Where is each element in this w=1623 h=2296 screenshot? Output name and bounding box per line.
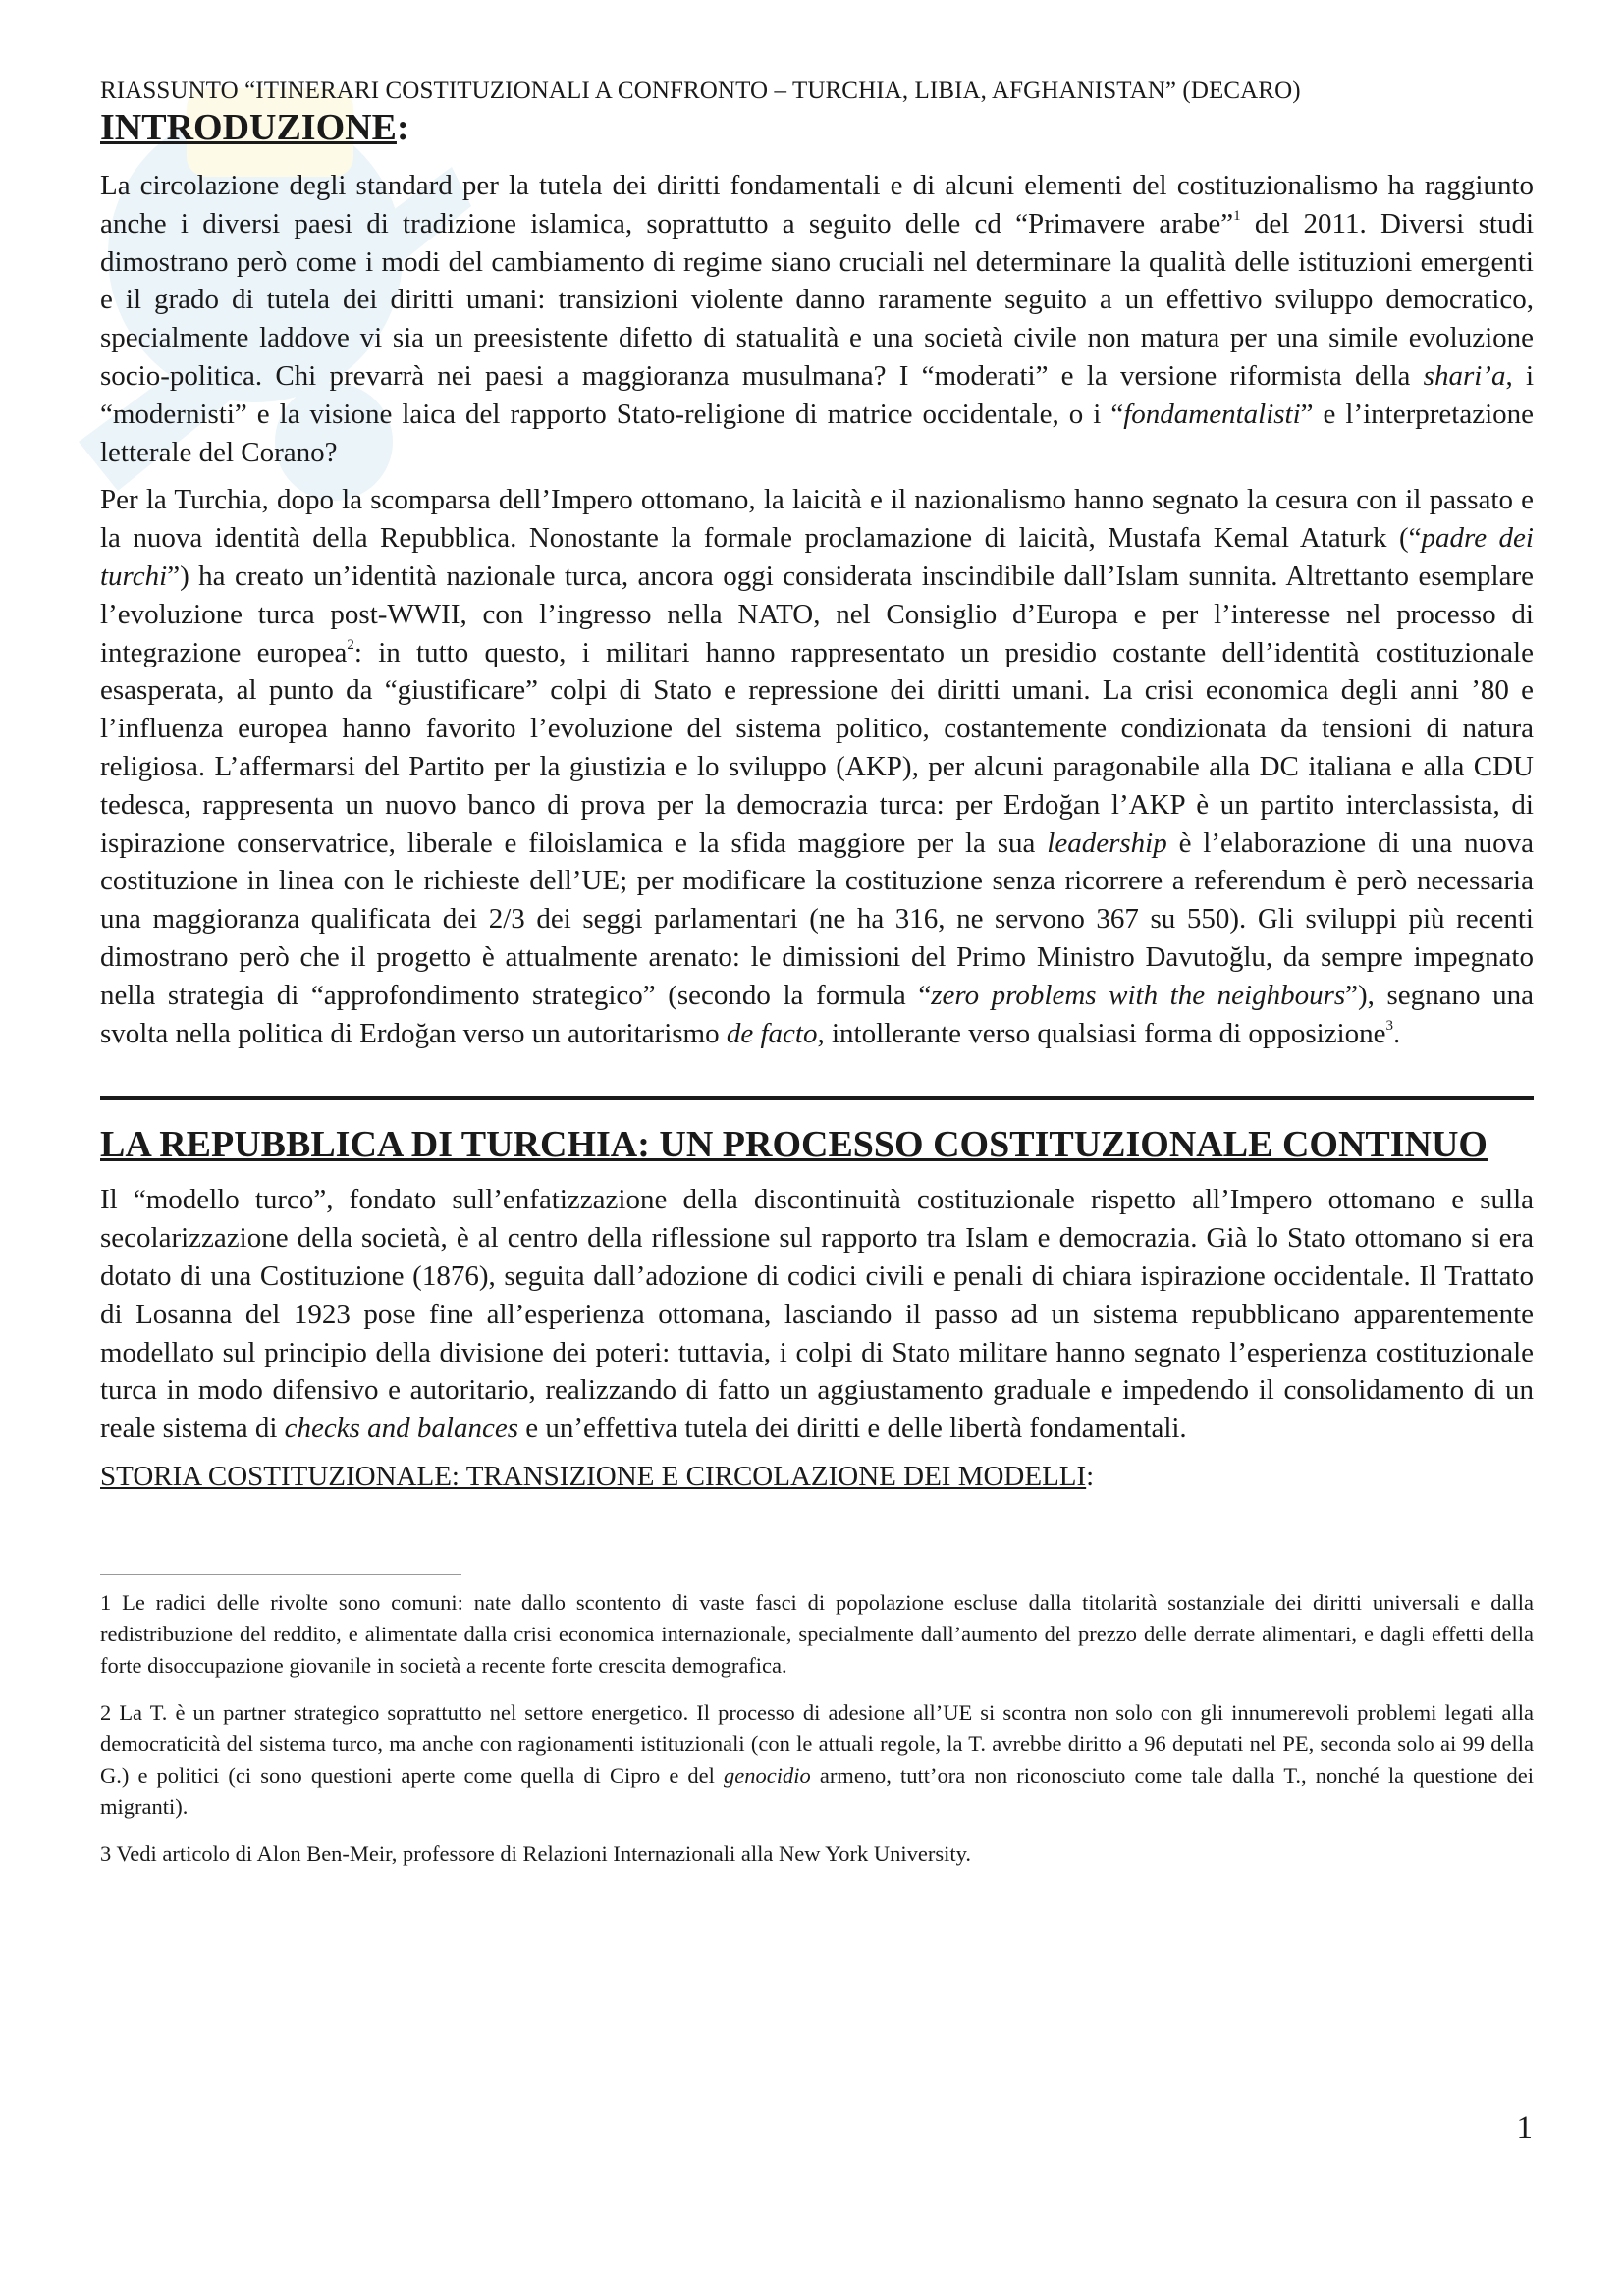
- section-heading: LA REPUBBLICA DI TURCHIA: UN PROCESSO COSTITUZIONALE CONTINUO: [100, 1124, 1488, 1166]
- intro-heading-text: INTRODUZIONE: [100, 107, 397, 148]
- page-number: 1: [1516, 2110, 1533, 2146]
- footnote-ref-3[interactable]: 3: [1385, 1017, 1394, 1034]
- footnote-3: 3 Vedi articolo di Alon Ben-Meir, professore di Relazioni Internazionali alla New York University.: [100, 1842, 972, 1867]
- footnote-ref-1[interactable]: 1: [1233, 207, 1241, 224]
- footnote-1: 1 Le radici delle rivolte sono comuni: nate dallo scontento di vaste fasci di popolazione escluse dalla titolarità sostanziale dei diritti universali e dalla redistribuzione del reddito, e alimentate dalla crisi economica internazionale, specialmente dall’aumento del prezzo delle derrate alimentari, e dagli effetti della forte disoccupazione giovanile in società a recente forte crescita demografica.: [100, 1589, 1534, 1678]
- section-paragraph-1: Il “modello turco”, fondato sull’enfatizzazione della discontinuità costituzionale rispetto all’Impero ottomano e sulla secolarizzazione della società, è al centro della riflessione sul rapporto tra Islam e democrazia. Già lo Stato ottomano si era dotato di una Costituzione (1876), seguita dall’adozione di codici civili e penali di chiara ispirazione occidentale. Il Trattato di Losanna del 1923 pose fine all’esperienza ottomana, lasciando il passo ad un sistema repubblicano apparentemente modellato sul principio della divisione dei poteri: tuttavia, i colpi di Stato militare hanno segnato l’esperienza costituzionale turca in modo difensivo e autoritario, realizzando di fatto un aggiustamento graduale e impedendo il consolidamento di un reale sistema di checks and balances e un’effettiva tutela dei diritti e delle libertà fondamentali.: [100, 1184, 1534, 1445]
- document-page: [100, 77, 1534, 1887]
- section-divider: [100, 1096, 1534, 1100]
- footnote-separator: [100, 1574, 461, 1575]
- section-subheading-text: STORIA COSTITUZIONALE: TRANSIZIONE E CIRCOLAZIONE DEI MODELLI: [100, 1460, 1087, 1492]
- intro-paragraph-2: Per la Turchia, dopo la scomparsa dell’Impero ottomano, la laicità e il nazionalismo hanno segnato la cesura con il passato e la nuova identità della Repubblica. Nonostante la formale proclamazione di laicità, Mustafa Kemal Ataturk (“padre dei turchi”) ha creato un’identità nazionale turca, ancora oggi considerata inscindibile dall’Islam sunnita. Altrettanto esemplare l’evoluzione turca post-WWII, con l’ingresso nella NATO, nel Consiglio d’Europa e per l’interesse nel processo di integrazione europea$^2$: in tutto questo, i militari hanno rappresentato un presidio costante dell’identità costituzionale esasperata, al punto da “giustificare” colpi di Stato e repressione dei diritti umani. La crisi economica degli anni ’80 e l’influenza europea hanno favorito l’evoluzione del sistema politico, costantemente condizionata da tensioni di natura religiosa. L’affermarsi del Partito per la giustizia e lo sviluppo (AKP), per alcuni paragonabile alla DC italiana e alla CDU tedesca, rappresenta un nuovo banco di prova per la democrazia turca: per Erdoğan l’AKP è un partito interclassista, di ispirazione conservatrice, liberale e filoislamica e la sfida maggiore per la sua leadership è l’elaborazione di una nuova costituzione in linea con le richieste dell’UE; per modificare la costituzione senza ricorrere a referendum è però necessaria una maggioranza qualificata dei 2/3 dei seggi parlamentari (ne ha 316, ne servono 367 su 550). Gli sviluppi più recenti dimostrano però che il progetto è attualmente arenato: le dimissioni del Primo Ministro Davutoğlu, da sempre impegnato nella strategia di “approfondimento strategico” (secondo la formula “zero problems with the neighbours”), segnano una svolta nella politica di Erdoğan verso un autoritarismo de facto, intollerante verso qualsiasi forma di opposizione$^3$.: [100, 484, 1534, 1049]
- footnote-ref-2[interactable]: 2: [347, 636, 354, 653]
- intro-heading: [100, 106, 1534, 149]
- section-subheading: STORIA COSTITUZIONALE: TRANSIZIONE E CIRCOLAZIONE DEI MODELLI:: [100, 1460, 1095, 1492]
- intro-heading-colon: :: [396, 107, 409, 148]
- footnote-2: 2 La T. è un partner strategico soprattutto nel settore energetico. Il processo di adesione all’UE si scontra non solo con gli innumerevoli problemi legati alla democraticità del sistema turco, ma anche con ragionamenti istituzionali (con le attuali regole, la T. avrebbe diritto a 96 deputati nel PE, seconda solo ai 99 della G.) e politici (ci sono questioni aperte come quella di Cipro e del genocidio armeno, tutt’ora non riconosciuto come tale dalla T., nonché la questione dei migranti).: [100, 1700, 1534, 1819]
- intro-paragraph-1: La circolazione degli standard per la tutela dei diritti fondamentali e di alcuni elementi del costituzionalismo ha raggiunto anche i diversi paesi di tradizione islamica, soprattutto a seguito delle cd “Primavere arabe”$^1$ del 2011. Diversi studi dimostrano però come i modi del cambiamento di regime siano cruciali nel determinare la qualità delle istituzioni emergenti e il grado di tutela dei diritti umani: transizioni violente danno raramente seguito a un effettivo sviluppo democratico, specialmente laddove vi sia un preesistente difetto di statualità e una società civile non matura per una simile evoluzione socio-politica. Chi prevarrà nei paesi a maggioranza musulmana? I “moderati” e la versione riformista della shari’a, i “modernisti” e la visione laica del rapporto Stato-religione di matrice occidentale, o i “fondamentalisti” e l’interpretazione letterale del Corano?: [100, 170, 1535, 468]
- running-header: RIASSUNTO “ITINERARI COSTITUZIONALI A CONFRONTO – TURCHIA, LIBIA, AFGHANISTAN” (DECARO): [100, 78, 1301, 104]
